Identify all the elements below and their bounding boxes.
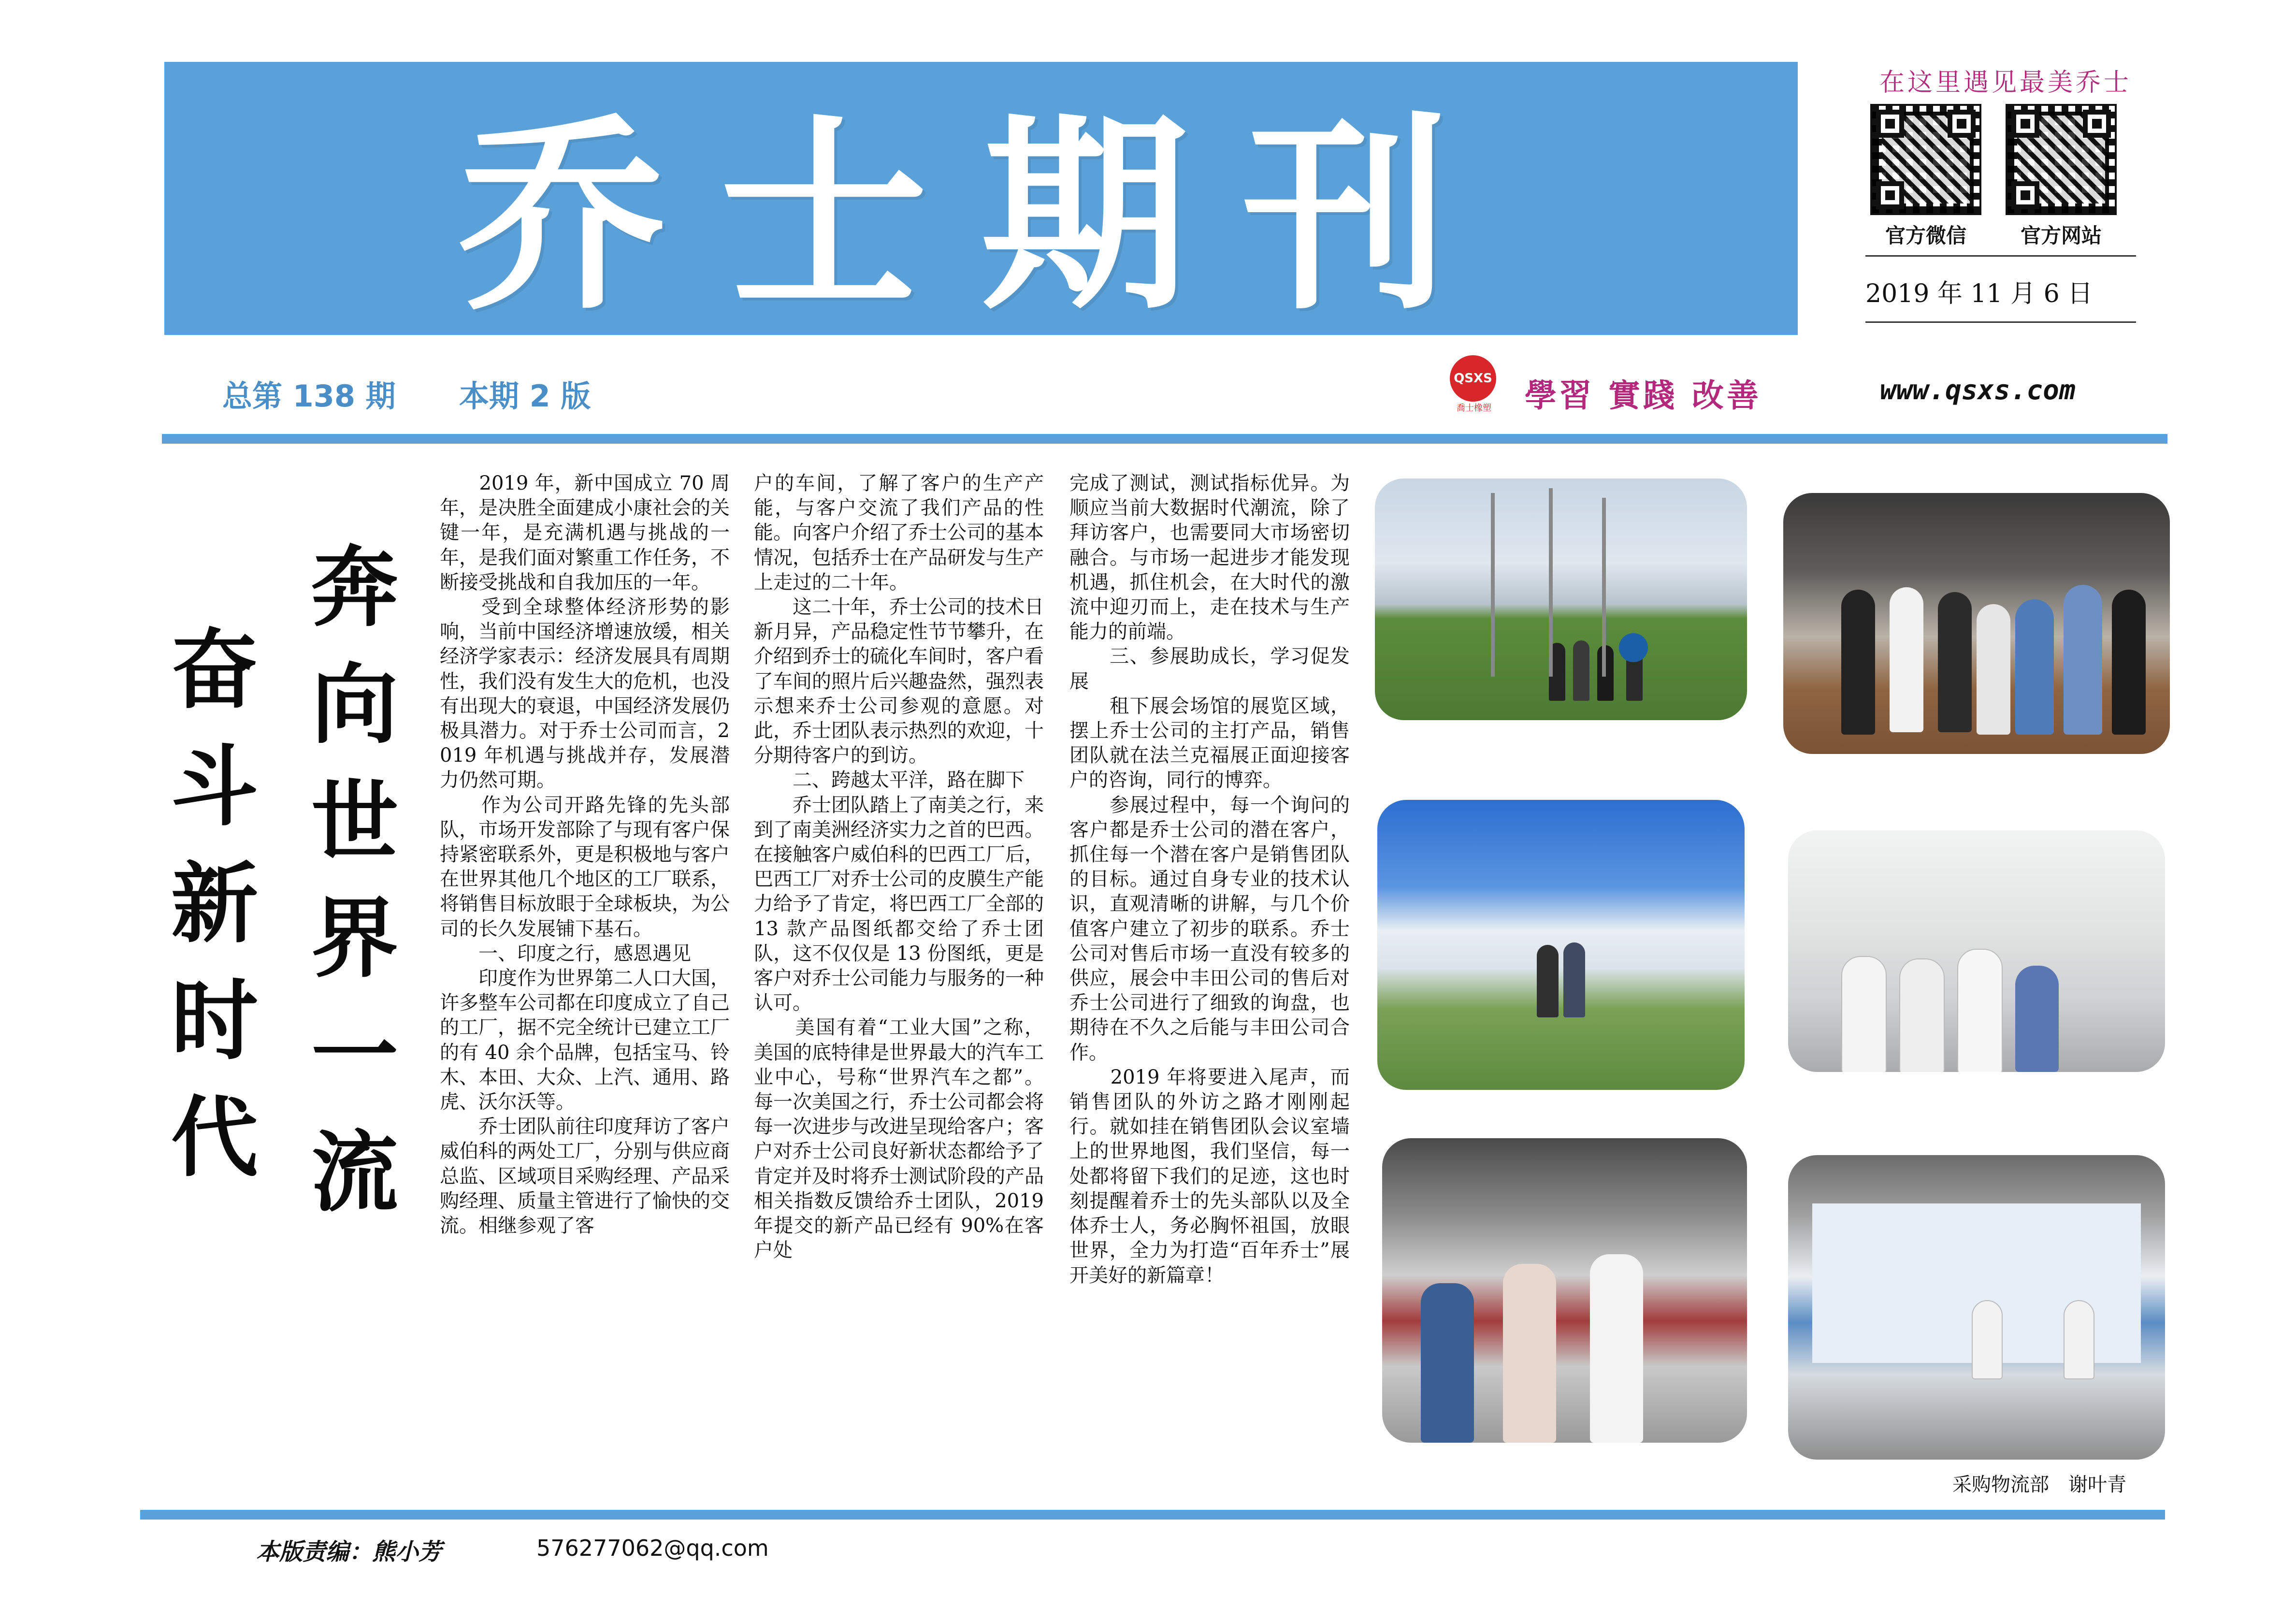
divider	[1865, 255, 2136, 257]
issue-date: 2019 年 11 月 6 日	[1865, 279, 2093, 308]
company-motto: 學習 實踐 改善	[1525, 377, 1762, 414]
editor-email[interactable]: 576277062@qq.com	[536, 1535, 769, 1561]
masthead-banner	[164, 62, 1798, 338]
wechat-qr-label: 官方微信	[1885, 224, 1966, 247]
article-column-2: 户的车间，了解了客户的生产产能，与客户交流了我们产品的性能。向客户介绍了乔士公司的基本情况，包括乔士在产品研发与生产上走过的二十年。 这二十年，乔士公司的技术日新月异，产品稳定性节节攀升，在介绍到乔士的硫化车间时，客户看了车间的照片后兴趣盎然，强烈表示想来乔士公司参观的意愿。对此，乔士团队表示热烈的欢迎，十分期待客户的到访。 二、跨越太平洋，路在脚下 乔士团队踏上了南美之行，来到了南美洲经济实力之首的巴西。在接触客户威伯科的巴西工厂后，巴西工厂对乔士公司的皮膜生产能力给予了肯定，将巴西工厂全部的 13 款产品图纸都交给了乔士团队，这不仅仅是 13 份图纸，更是客户对乔士公司能力与服务的一种认可。 美国有着“工业大国”之称，美国的底特律是世界最大的汽车工业中心，号称“世界汽车之都”。每一次美国之行，乔士公司都会将每一次进步与改进呈现给客户；客户对乔士公司良好新状态都给予了肯定并及时将乔士测试阶段的产品相关指数反馈给乔士团队，2019 年提交的新产品已经有 90%在客户处	[754, 472, 1044, 1262]
issue-total-number: 总第 138 期	[222, 378, 396, 414]
top-divider	[162, 434, 2167, 444]
company-logo-caption: 喬士橡塑	[1457, 403, 1491, 413]
article-column-1: 2019 年，新中国成立 70 周年，是决胜全面建成小康社会的关键一年，是充满机遇与挑战的一年，是我们面对繁重工作任务，不断接受挑战和自我加压的一年。 受到全球整体经济形势的影响，当前中国经济增速放缓，相关经济学家表示：经济发展具有周期性，我们没有发生大的危机，也没有出现大的衰退，中国经济发展仍极具潜力。对于乔士公司而言，2019 年机遇与挑战并存，发展潜力仍然可期。 作为公司开路先锋的先头部队，市场开发部除了与现有客户保持紧密联系外，更是积极地与客户在世界其他几个地区的工厂联系，将销售目标放眼于全球板块，为公司的长久发展铺下基石。 一、印度之行，感恩遇见 印度作为世界第二人口大国，许多整车公司都在印度成立了自己的工厂，据不完全统计已建立工厂的有 40 余个品牌，包括宝马、铃木、本田、大众、上汽、通用、路虎、沃尔沃等。 乔士团队前往印度拜访了客户威伯科的两处工厂，分别与供应商总监、区域项目采购经理、产品采购经理、质量主管进行了愉快的交流。相继参观了客	[440, 472, 730, 1237]
bottom-divider	[140, 1510, 2165, 1520]
divider	[1865, 321, 2136, 323]
article-column-3: 完成了测试，测试指标优异。为顺应当前大数据时代潮流，除了拜访客户，也需要同大市场密切融合。与市场一起进步才能发现机遇，抓住机会，在大时代的激流中迎刃而上，走在技术与生产能力的前端。 三、参展助成长，学习促发展 租下展会场馆的展览区域，摆上乔士公司的主打产品，销售团队就在法兰克福展正面迎接客户的咨询，同行的博弈。 参展过程中，每一个询问的客户都是乔士公司的潜在客户，抓住每一个潜在客户是销售团队的目标。通过自身专业的技术认识，直观清晰的讲解，与几个价值客户建立了初步的联系。乔士公司对售后市场一直没有较多的供应，展会中丰田公司的售后对乔士公司进行了细致的询盘，也期待在不久之后能与丰田公司合作。 2019 年将要进入尾声，而销售团队的外访之路才刚刚起行。就如挂在销售团队会议室墙上的世界地图，我们坚信，每一处都将留下我们的足迹，这也时刻提醒着乔士的先头部队以及全体乔士人，务必胸怀祖国，放眼世界，全力为打造“百年乔士”展开美好的新篇章！	[1069, 472, 1350, 1287]
wechat-qr-code-icon[interactable]	[1870, 104, 1981, 215]
website-qr-code-icon[interactable]	[2006, 104, 2117, 215]
photo-office-group	[1788, 830, 2165, 1072]
issue-page-number: 本期 2 版	[459, 378, 591, 414]
headline-secondary: 奔向世界一流	[297, 541, 399, 1243]
photo-exhibition-booth-2	[1788, 1155, 2165, 1460]
website-link[interactable]: www.qsxs.com	[1880, 375, 2076, 406]
photo-bosch-building	[1377, 800, 1745, 1090]
slogan: 在这里遇见最美乔士	[1879, 68, 2132, 97]
photo-exhibition-booth-1	[1382, 1138, 1747, 1443]
headline-primary: 奋斗新时代	[157, 623, 259, 1208]
article-byline: 采购物流部 谢叶青	[1952, 1474, 2126, 1496]
photo-mgm-brakes-group	[1783, 493, 2170, 754]
page-editor: 本版责编：熊小芳	[256, 1538, 442, 1565]
masthead-title: 乔士期刊	[459, 93, 1503, 338]
photo-flags-zf-building	[1375, 478, 1747, 720]
website-qr-label: 官方网站	[2020, 224, 2102, 247]
company-logo-icon: QSXS	[1450, 355, 1496, 402]
